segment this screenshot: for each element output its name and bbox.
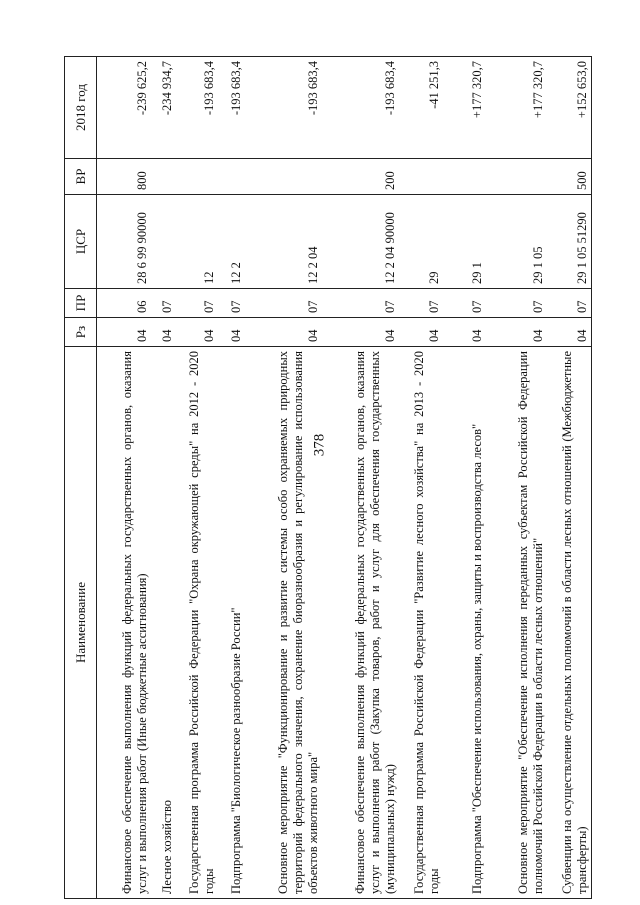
row-vr-cell (176, 159, 219, 195)
row-csr-cell: 12 2 04 (245, 195, 322, 289)
row-name-cell: Основное мероприятие "Функционирование и развитие системы особо охраняемых природных территорий федерального значения, сохранение биоразнообразия и регулирование использования объектов животного мира" (245, 347, 322, 899)
row-csr-cell: 29 (399, 195, 444, 289)
row-rz-cell: 04 (443, 318, 486, 347)
row-value-cell: +152 653,0 (547, 57, 592, 159)
row-vr-cell: 200 (322, 159, 399, 195)
row-pr-cell: 07 (547, 289, 592, 318)
row-pr-cell: 06 (97, 289, 152, 318)
row-value-cell: -193 683,4 (245, 57, 322, 159)
column-header-name: Наименование (65, 347, 97, 899)
row-csr-cell: 29 1 05 51290 (547, 195, 592, 289)
row-vr-cell: 800 (97, 159, 152, 195)
row-csr-cell (151, 195, 175, 289)
row-vr-cell (443, 159, 486, 195)
row-rz-cell: 04 (97, 318, 152, 347)
row-vr-cell (245, 159, 322, 195)
page-number: 378 (311, 433, 328, 457)
row-value-cell: -193 683,4 (218, 57, 244, 159)
row-csr-cell: 12 2 (218, 195, 244, 289)
row-pr-cell: 07 (176, 289, 219, 318)
row-rz-cell: 04 (176, 318, 219, 347)
row-name-cell: Подпрограмма "Биологическое разнообразие России" (218, 347, 244, 899)
table-row (399, 57, 444, 899)
row-rz-cell: 04 (322, 318, 399, 347)
row-name-cell: Лесное хозяйство (151, 347, 175, 899)
row-pr-cell: 07 (151, 289, 175, 318)
row-vr-cell (399, 159, 444, 195)
row-value-cell: -193 683,4 (176, 57, 219, 159)
row-name-cell: Субвенции на осуществление отдельных полномочий в области лесных отношений (Межбюджетные трансферты) (547, 347, 592, 899)
column-header-csr: ЦСР (65, 195, 97, 289)
table-row (218, 57, 244, 899)
row-name-cell: Государственная программа Российской Федерации "Развитие лесного хозяйства" на 2013 - 2020 годы (399, 347, 444, 899)
budget-table-container (64, 57, 592, 899)
row-pr-cell: 07 (245, 289, 322, 318)
row-csr-cell: 29 1 05 (486, 195, 547, 289)
row-vr-cell: 500 (547, 159, 592, 195)
row-value-cell: -41 251,3 (399, 57, 444, 159)
row-vr-cell (151, 159, 175, 195)
row-name-cell: Государственная программа Российской Федерации "Охрана окружающей среды" на 2012 - 2020 годы (176, 347, 219, 899)
row-rz-cell: 04 (547, 318, 592, 347)
row-name-cell: Финансовое обеспечение выполнения функций федеральных государственных органов, оказания услуг и выполнения работ (Иные бюджетные ассигнования) (97, 347, 152, 899)
row-pr-cell: 07 (486, 289, 547, 318)
budget-table (64, 56, 592, 899)
row-csr-cell: 12 2 04 90000 (322, 195, 399, 289)
table-row (486, 57, 547, 899)
table-row (547, 57, 592, 899)
row-pr-cell: 07 (399, 289, 444, 318)
row-rz-cell: 04 (486, 318, 547, 347)
row-rz-cell: 04 (399, 318, 444, 347)
row-value-cell: -234 934,7 (151, 57, 175, 159)
row-vr-cell (486, 159, 547, 195)
row-value-cell: +177 320,7 (486, 57, 547, 159)
table-row (443, 57, 486, 899)
row-rz-cell: 04 (245, 318, 322, 347)
row-rz-cell: 04 (218, 318, 244, 347)
table-row (322, 57, 399, 899)
row-name-cell: Основное мероприятие "Обеспечение исполнения переданных субъектам Российской Федерации полномочий Российской Федерации в области лесных отношений" (486, 347, 547, 899)
column-header-vr: ВР (65, 159, 97, 195)
table-row (97, 57, 152, 899)
row-value-cell: -239 625,2 (97, 57, 152, 159)
column-header-year: 2018 год (65, 57, 97, 159)
row-pr-cell: 07 (443, 289, 486, 318)
table-row (245, 57, 322, 899)
row-name-cell: Подпрограмма "Обеспечение использования, охраны, защиты и воспроизводства лесов" (443, 347, 486, 899)
row-value-cell: +177 320,7 (443, 57, 486, 159)
row-name-cell: Финансовое обеспечение выполнения функций федеральных государственных органов, оказания услуг и выполнения работ (Закупка товаров, работ и услуг для обеспечения государственных (муниципальных) нужд) (322, 347, 399, 899)
row-value-cell: -193 683,4 (322, 57, 399, 159)
table-row (176, 57, 219, 899)
row-pr-cell: 07 (218, 289, 244, 318)
table-row (151, 57, 175, 899)
table-header-row (65, 57, 97, 899)
column-header-pr: ПР (65, 289, 97, 318)
row-csr-cell: 29 1 (443, 195, 486, 289)
column-header-rz: Рз (65, 318, 97, 347)
row-rz-cell: 04 (151, 318, 175, 347)
row-csr-cell: 12 (176, 195, 219, 289)
row-vr-cell (218, 159, 244, 195)
row-csr-cell: 28 6 99 90000 (97, 195, 152, 289)
row-pr-cell: 07 (322, 289, 399, 318)
